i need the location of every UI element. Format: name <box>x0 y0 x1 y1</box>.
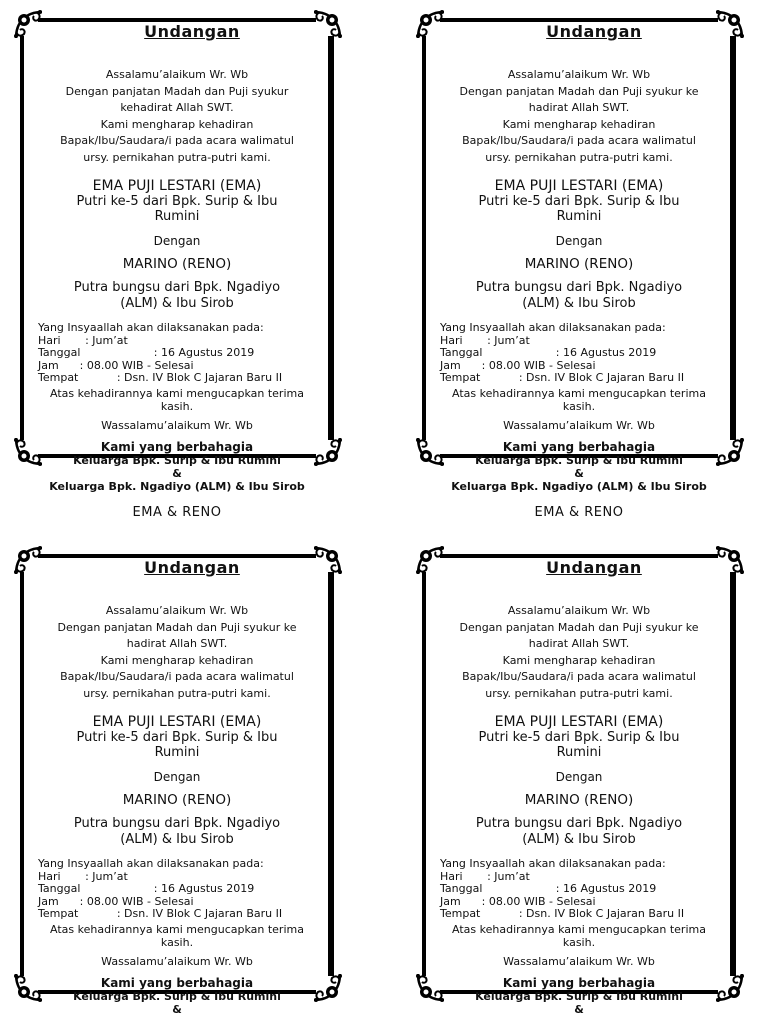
bride-name: EMA PUJI LESTARI (EMA) <box>494 178 664 194</box>
hope-line: Bapak/Ibu/Saudara/i pada acara walimatul <box>462 134 696 147</box>
hope-line: Kami mengharap kehadiran <box>502 117 656 131</box>
dengan-label: Dengan <box>555 770 603 784</box>
schedule-day: Hari : Jum’at <box>38 869 128 883</box>
hope-line: Kami mengharap kehadiran <box>100 117 254 131</box>
invitation-card-4 <box>416 548 746 1016</box>
schedule-day: Hari : Jum’at <box>440 333 530 347</box>
ampersand: & <box>172 1002 182 1016</box>
family-bride: Keluarga Bpk. Surip & Ibu Rumini <box>475 989 683 1003</box>
ampersand: & <box>574 1002 584 1016</box>
thanks-line: kasih. <box>160 399 194 413</box>
schedule-details <box>22 858 332 921</box>
groom-name: MARINO (RENO) <box>524 792 634 808</box>
opening-line: Dengan panjatan Madah dan Puji syukur ke <box>459 84 699 98</box>
couple-names: EMA & RENO <box>132 504 222 520</box>
schedule-intro: Yang Insyaallah akan dilaksanakan pada: <box>38 321 264 334</box>
opening-line: hadirat Allah SWT. <box>126 637 228 650</box>
opening-line: Dengan panjatan Madah dan Puji syukur <box>65 84 289 98</box>
greeting: Assalamu’alaikum Wr. Wb <box>507 68 651 81</box>
dengan-label: Dengan <box>153 234 201 248</box>
groom-parents: Putra bungsu dari Bpk. Ngadiyo <box>475 280 683 295</box>
groom-parents: Putra bungsu dari Bpk. Ngadiyo <box>73 816 281 831</box>
dengan-label: Dengan <box>555 234 603 248</box>
schedule-time: Jam : 08.00 WIB - Selesai <box>440 358 596 372</box>
opening-line: Dengan panjatan Madah dan Puji syukur ke <box>57 620 297 634</box>
schedule-date: Tanggal : 16 Agustus 2019 <box>440 346 657 359</box>
bride-parents: Putri ke-5 dari Bpk. Surip & Ibu <box>76 194 278 209</box>
schedule-intro: Yang Insyaallah akan dilaksanakan pada: <box>440 857 666 870</box>
groom-parents: (ALM) & Ibu Sirob <box>522 832 636 847</box>
closing-greeting: Wassalamu’alaikum Wr. Wb <box>101 954 253 968</box>
hope-line: Kami mengharap kehadiran <box>100 653 254 667</box>
happy-label: Kami yang berbahagia <box>502 975 656 990</box>
thanks-line: Atas kehadirannya kami mengucapkan terima <box>50 922 304 936</box>
groom-name: MARINO (RENO) <box>122 792 232 808</box>
hope-line: ursy. pernikahan putra-putri kami. <box>83 686 271 700</box>
ampersand: & <box>172 466 182 480</box>
schedule-place: Tempat : Dsn. IV Blok C Jajaran Baru II <box>38 907 283 920</box>
schedule-details <box>22 322 332 385</box>
groom-parents: Putra bungsu dari Bpk. Ngadiyo <box>475 816 683 831</box>
bride-name: EMA PUJI LESTARI (EMA) <box>92 178 262 194</box>
couple-names: EMA & RENO <box>534 504 624 520</box>
hope-line: Kami mengharap kehadiran <box>502 653 656 667</box>
schedule-place: Tempat : Dsn. IV Blok C Jajaran Baru II <box>38 371 283 384</box>
schedule-time: Jam : 08.00 WIB - Selesai <box>38 894 194 908</box>
thanks-line: Atas kehadirannya kami mengucapkan terima <box>452 922 706 936</box>
greeting: Assalamu’alaikum Wr. Wb <box>105 604 249 617</box>
closing-greeting: Wassalamu’alaikum Wr. Wb <box>503 954 655 968</box>
hope-line: Bapak/Ibu/Saudara/i pada acara walimatul <box>462 670 696 683</box>
schedule-date: Tanggal : 16 Agustus 2019 <box>440 882 657 895</box>
invitation-card-2 <box>416 12 746 520</box>
invitation-card-3 <box>14 548 344 1016</box>
bride-parents: Putri ke-5 dari Bpk. Surip & Ibu <box>478 194 680 209</box>
schedule-day: Hari : Jum’at <box>440 869 530 883</box>
dengan-label: Dengan <box>153 770 201 784</box>
thanks-line: kasih. <box>562 935 596 949</box>
thanks-line: Atas kehadirannya kami mengucapkan terima <box>452 386 706 400</box>
opening-line: hadirat Allah SWT. <box>528 101 630 114</box>
groom-name: MARINO (RENO) <box>524 256 634 272</box>
groom-name: MARINO (RENO) <box>122 256 232 272</box>
schedule-intro: Yang Insyaallah akan dilaksanakan pada: <box>38 857 264 870</box>
groom-parents: (ALM) & Ibu Sirob <box>522 296 636 311</box>
bride-parents: Rumini <box>154 745 200 760</box>
opening-line: hadirat Allah SWT. <box>528 637 630 650</box>
family-groom: Keluarga Bpk. Ngadiyo (ALM) & Ibu Sirob <box>49 479 305 493</box>
schedule-time: Jam : 08.00 WIB - Selesai <box>440 894 596 908</box>
greeting: Assalamu’alaikum Wr. Wb <box>507 604 651 617</box>
schedule-place: Tempat : Dsn. IV Blok C Jajaran Baru II <box>440 907 685 920</box>
thanks-text <box>22 387 332 413</box>
thanks-text <box>424 387 734 413</box>
hope-line: Bapak/Ibu/Saudara/i pada acara walimatul <box>60 134 294 147</box>
schedule-date: Tanggal : 16 Agustus 2019 <box>38 346 255 359</box>
bride-parents: Rumini <box>154 209 200 224</box>
hope-line: ursy. pernikahan putra-putri kami. <box>485 150 673 164</box>
thanks-text <box>424 923 734 949</box>
family-bride: Keluarga Bpk. Surip & Ibu Rumini <box>73 989 281 1003</box>
family-bride: Keluarga Bpk. Surip & Ibu Rumini <box>73 453 281 467</box>
schedule-time: Jam : 08.00 WIB - Selesai <box>38 358 194 372</box>
schedule-intro: Yang Insyaallah akan dilaksanakan pada: <box>440 321 666 334</box>
ampersand: & <box>574 466 584 480</box>
happy-label: Kami yang berbahagia <box>100 975 254 990</box>
schedule-place: Tempat : Dsn. IV Blok C Jajaran Baru II <box>440 371 685 384</box>
hope-line: ursy. pernikahan putra-putri kami. <box>485 686 673 700</box>
bride-parents: Putri ke-5 dari Bpk. Surip & Ibu <box>76 730 278 745</box>
invitation-title: Undangan <box>546 22 642 41</box>
happy-label: Kami yang berbahagia <box>100 439 254 454</box>
family-groom: Keluarga Bpk. Ngadiyo (ALM) & Ibu Sirob <box>451 479 707 493</box>
groom-parents: (ALM) & Ibu Sirob <box>120 296 234 311</box>
schedule-date: Tanggal : 16 Agustus 2019 <box>38 882 255 895</box>
happy-label: Kami yang berbahagia <box>502 439 656 454</box>
invitation-title: Undangan <box>144 22 240 41</box>
hope-line: Bapak/Ibu/Saudara/i pada acara walimatul <box>60 670 294 683</box>
opening-line: kehadirat Allah SWT. <box>120 101 234 114</box>
greeting: Assalamu’alaikum Wr. Wb <box>105 68 249 81</box>
groom-parents: Putra bungsu dari Bpk. Ngadiyo <box>73 280 281 295</box>
hope-line: ursy. pernikahan putra-putri kami. <box>83 150 271 164</box>
bride-name: EMA PUJI LESTARI (EMA) <box>494 714 664 730</box>
schedule-day: Hari : Jum’at <box>38 333 128 347</box>
opening-line: Dengan panjatan Madah dan Puji syukur ke <box>459 620 699 634</box>
thanks-line: kasih. <box>160 935 194 949</box>
invitation-title: Undangan <box>144 558 240 577</box>
closing-greeting: Wassalamu’alaikum Wr. Wb <box>101 418 253 432</box>
invitation-title: Undangan <box>546 558 642 577</box>
thanks-text <box>22 923 332 949</box>
thanks-line: Atas kehadirannya kami mengucapkan terima <box>50 386 304 400</box>
thanks-line: kasih. <box>562 399 596 413</box>
bride-parents: Rumini <box>556 209 602 224</box>
closing-greeting: Wassalamu’alaikum Wr. Wb <box>503 418 655 432</box>
family-bride: Keluarga Bpk. Surip & Ibu Rumini <box>475 453 683 467</box>
invitation-card-1 <box>14 12 344 520</box>
schedule-details <box>424 858 734 921</box>
schedule-details <box>424 322 734 385</box>
bride-name: EMA PUJI LESTARI (EMA) <box>92 714 262 730</box>
bride-parents: Rumini <box>556 745 602 760</box>
groom-parents: (ALM) & Ibu Sirob <box>120 832 234 847</box>
bride-parents: Putri ke-5 dari Bpk. Surip & Ibu <box>478 730 680 745</box>
